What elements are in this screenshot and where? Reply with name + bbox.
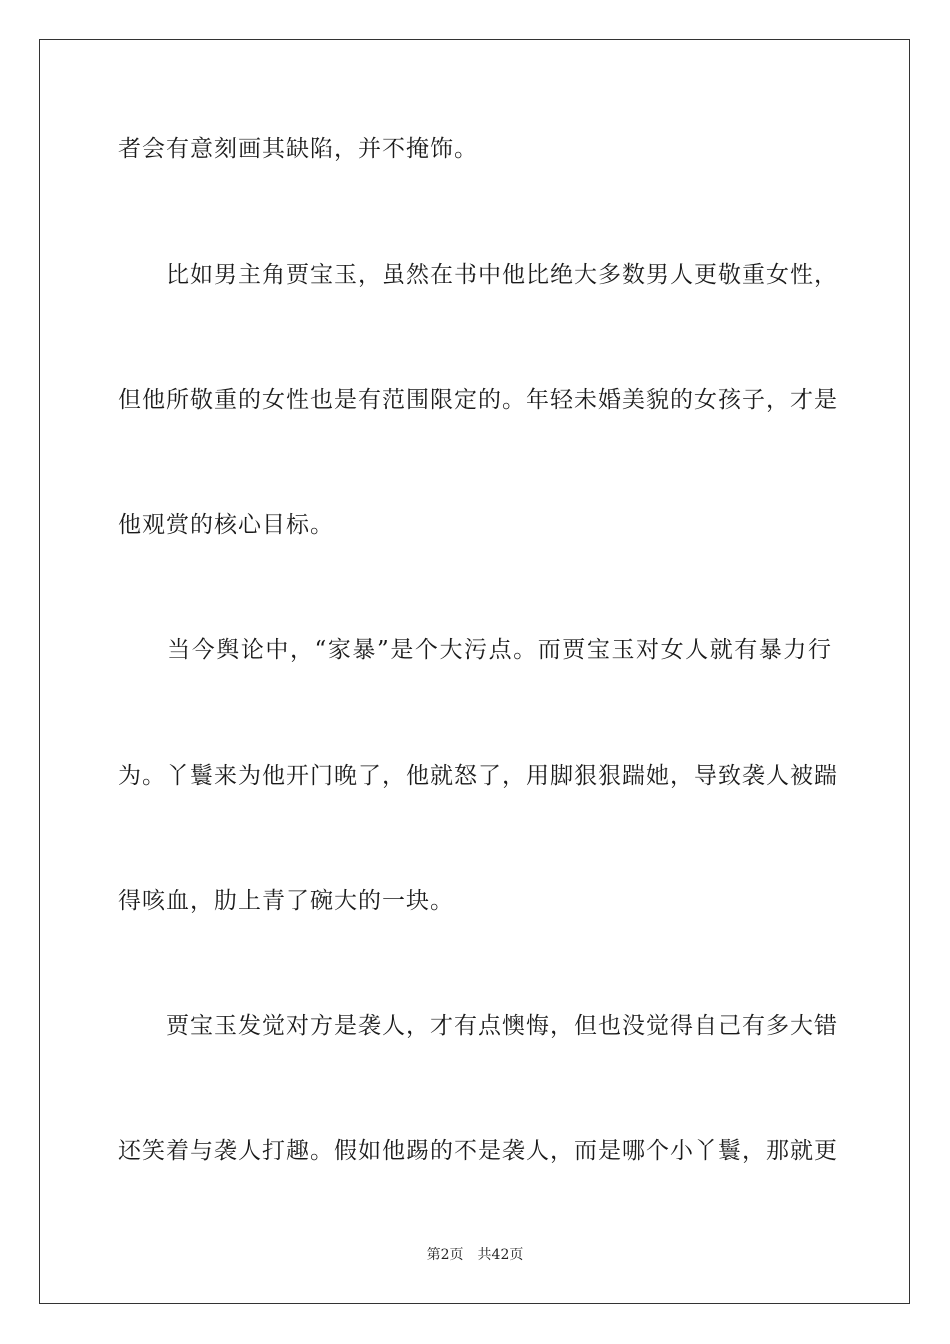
text-line-5: 当今舆论中，“家暴”是个大污点。而贾宝玉对女人就有暴力行 xyxy=(118,637,832,663)
text-line-7: 得咳血，肋上青了碗大的一块。 xyxy=(118,888,454,914)
text-line-9: 还笑着与袭人打趣。假如他踢的不是袭人，而是哪个小丫鬟，那就更 xyxy=(118,1138,838,1164)
page-number: 第2页 xyxy=(426,1247,464,1263)
text-line-3: 但他所敬重的女性也是有范围限定的。年轻未婚美貌的女孩子，才是 xyxy=(118,387,838,413)
text-line-4: 他观赏的核心目标。 xyxy=(118,512,334,538)
page-footer xyxy=(0,1246,950,1264)
page-frame xyxy=(39,39,910,1304)
text-line-8: 贾宝玉发觉对方是袭人，才有点懊悔，但也没觉得自己有多大错 xyxy=(118,1013,838,1039)
text-line-6: 为。丫鬟来为他开门晚了，他就怒了，用脚狠狠踹她，导致袭人被踹 xyxy=(118,763,838,789)
text-line-1: 者会有意刻画其缺陷，并不掩饰。 xyxy=(118,136,478,162)
page-total: 共42页 xyxy=(477,1247,524,1263)
text-line-2: 比如男主角贾宝玉，虽然在书中他比绝大多数男人更敬重女性， xyxy=(118,262,838,288)
